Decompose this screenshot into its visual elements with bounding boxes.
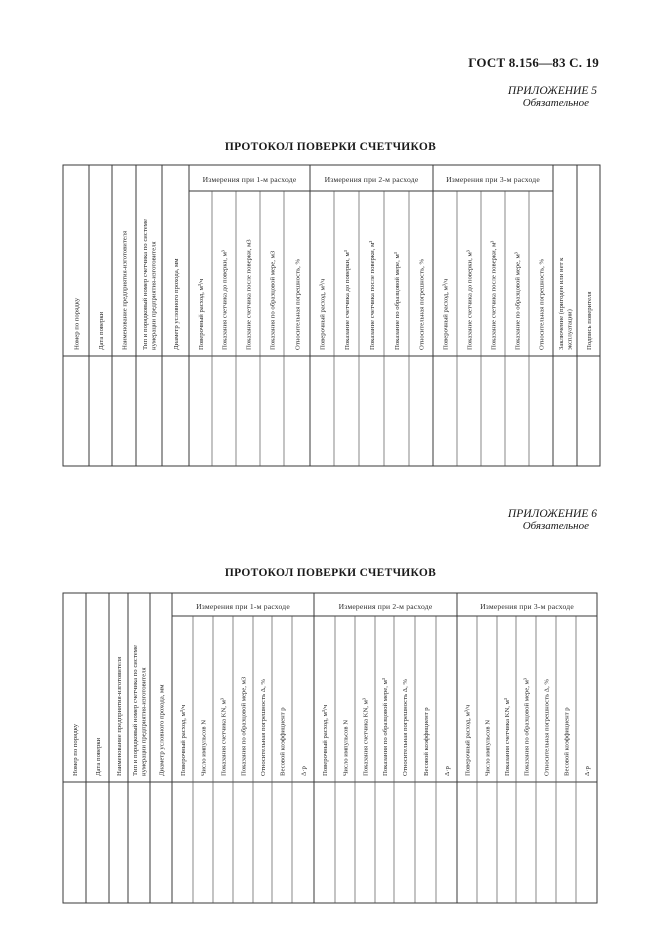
column-header: Номер по порядку	[71, 723, 79, 776]
column-header: Весовой коэффициент p	[563, 707, 571, 776]
column-header: Относительная погрешность Δ, %	[259, 678, 267, 776]
column-header: Δ·p	[583, 766, 591, 776]
column-header: Подпись поверителя	[585, 291, 593, 350]
column-header: нумерации предприятия-изготовителя	[140, 667, 148, 776]
column-header: Показание счетчика до поверки, м³	[343, 250, 351, 350]
column-header: Дата поверки	[97, 311, 105, 350]
column-header: Показания по образцовой мере, м3	[269, 250, 277, 350]
column-header: Тип и порядковый номер счетчика по системе	[132, 645, 140, 776]
column-header: Число импульсов N	[342, 719, 350, 776]
column-header: Заключение (пригоден или нет к	[558, 257, 566, 350]
column-header: Поверочный расход, м³/ч	[442, 278, 450, 350]
group-header: Измерения при 1-м расходе	[202, 175, 297, 184]
column-header: Относительная погрешность, %	[294, 258, 302, 350]
appendix-5-label: ПРИЛОЖЕНИЕ 5	[507, 85, 597, 97]
column-header: Поверочный расход, м³/ч	[464, 704, 472, 776]
column-header: эксплуатации)	[566, 309, 574, 350]
column-header: Δ·p	[443, 766, 451, 776]
column-header: Дата поверки	[94, 737, 102, 776]
column-header: Относительная погрешность Δ, %	[401, 678, 409, 776]
column-header: Показание счетчика после поверки, м³	[490, 240, 498, 350]
appendix-6-label: ПРИЛОЖЕНИЕ 6	[507, 508, 597, 520]
column-header: Наименование предприятия-изготовителя	[121, 230, 129, 350]
appendix-6-title: ПРОТОКОЛ ПОВЕРКИ СЧЕТЧИКОВ	[224, 567, 437, 579]
column-header: Показания счетчика KN, м³	[220, 698, 228, 776]
column-header: Показание счетчика после поверки, м3	[245, 239, 253, 350]
column-header: Показание по образцовой мере, м³	[514, 252, 522, 350]
column-header: Диаметр условного прохода, мм	[172, 258, 180, 350]
column-header: Показания по образцовой мере, м³	[381, 678, 389, 776]
column-header: Показания по образцовой мере, м³	[523, 678, 531, 776]
column-header: Поверочный расход, м³/ч	[179, 704, 187, 776]
column-header: нумерации предприятия-изготовителя	[150, 241, 158, 350]
column-header: Относительная погрешность, %	[418, 258, 426, 350]
column-header: Показания счетчика KN, м³	[362, 698, 370, 776]
column-header: Весовой коэффициент p	[422, 707, 430, 776]
appendix-6-status: Обязательное	[522, 520, 589, 532]
column-header: Поверочный расход, м³/ч	[197, 278, 205, 350]
appendix-6-label-block	[508, 508, 597, 532]
column-header: Относительная погрешность, %	[538, 258, 546, 350]
group-header: Измерения при 1-м расходе	[196, 602, 290, 611]
group-header: Измерения при 2-м расходе	[324, 175, 419, 184]
group-header: Измерения при 3-м расходе	[446, 175, 540, 184]
appendix-5-title: ПРОТОКОЛ ПОВЕРКИ СЧЕТЧИКОВ	[224, 141, 437, 153]
column-header: Тип и порядковый номер счетчика по системе	[142, 219, 150, 350]
column-header: Наименование предприятия-изготовителя	[115, 656, 123, 776]
group-header: Измерения при 3-м расходе	[480, 602, 574, 611]
column-header: Показание счетчика до поверки, м³	[466, 250, 474, 350]
column-header: Относительная погрешность Δ, %	[543, 678, 551, 776]
column-header: Поверочный расход, м³/ч	[319, 278, 327, 350]
column-header: Показания по образцовой мере, м3	[240, 676, 248, 776]
column-header: Число импульсов N	[484, 719, 492, 776]
column-header: Δ·p	[300, 766, 308, 776]
column-header: Поверочный расход, м³/ч	[321, 704, 329, 776]
column-header: Показание по образцовой мере, м³	[393, 252, 401, 350]
column-header: Показание счетчика после поверки, м³	[368, 240, 376, 350]
page-header: ГОСТ 8.156—83 С. 19	[468, 55, 599, 70]
column-header: Число импульсов N	[200, 719, 208, 776]
column-header: Диаметр условного прохода, мм	[158, 684, 166, 776]
column-header: Показания счетчика KN, м³	[503, 698, 511, 776]
column-header: Номер по порядку	[73, 297, 81, 350]
group-header: Измерения при 2-м расходе	[338, 602, 433, 611]
column-header: Показания счетчика до поверки, м³	[221, 250, 229, 350]
appendix-5-status: Обязательное	[522, 97, 589, 109]
column-header: Весовой коэффициент p	[279, 707, 287, 776]
